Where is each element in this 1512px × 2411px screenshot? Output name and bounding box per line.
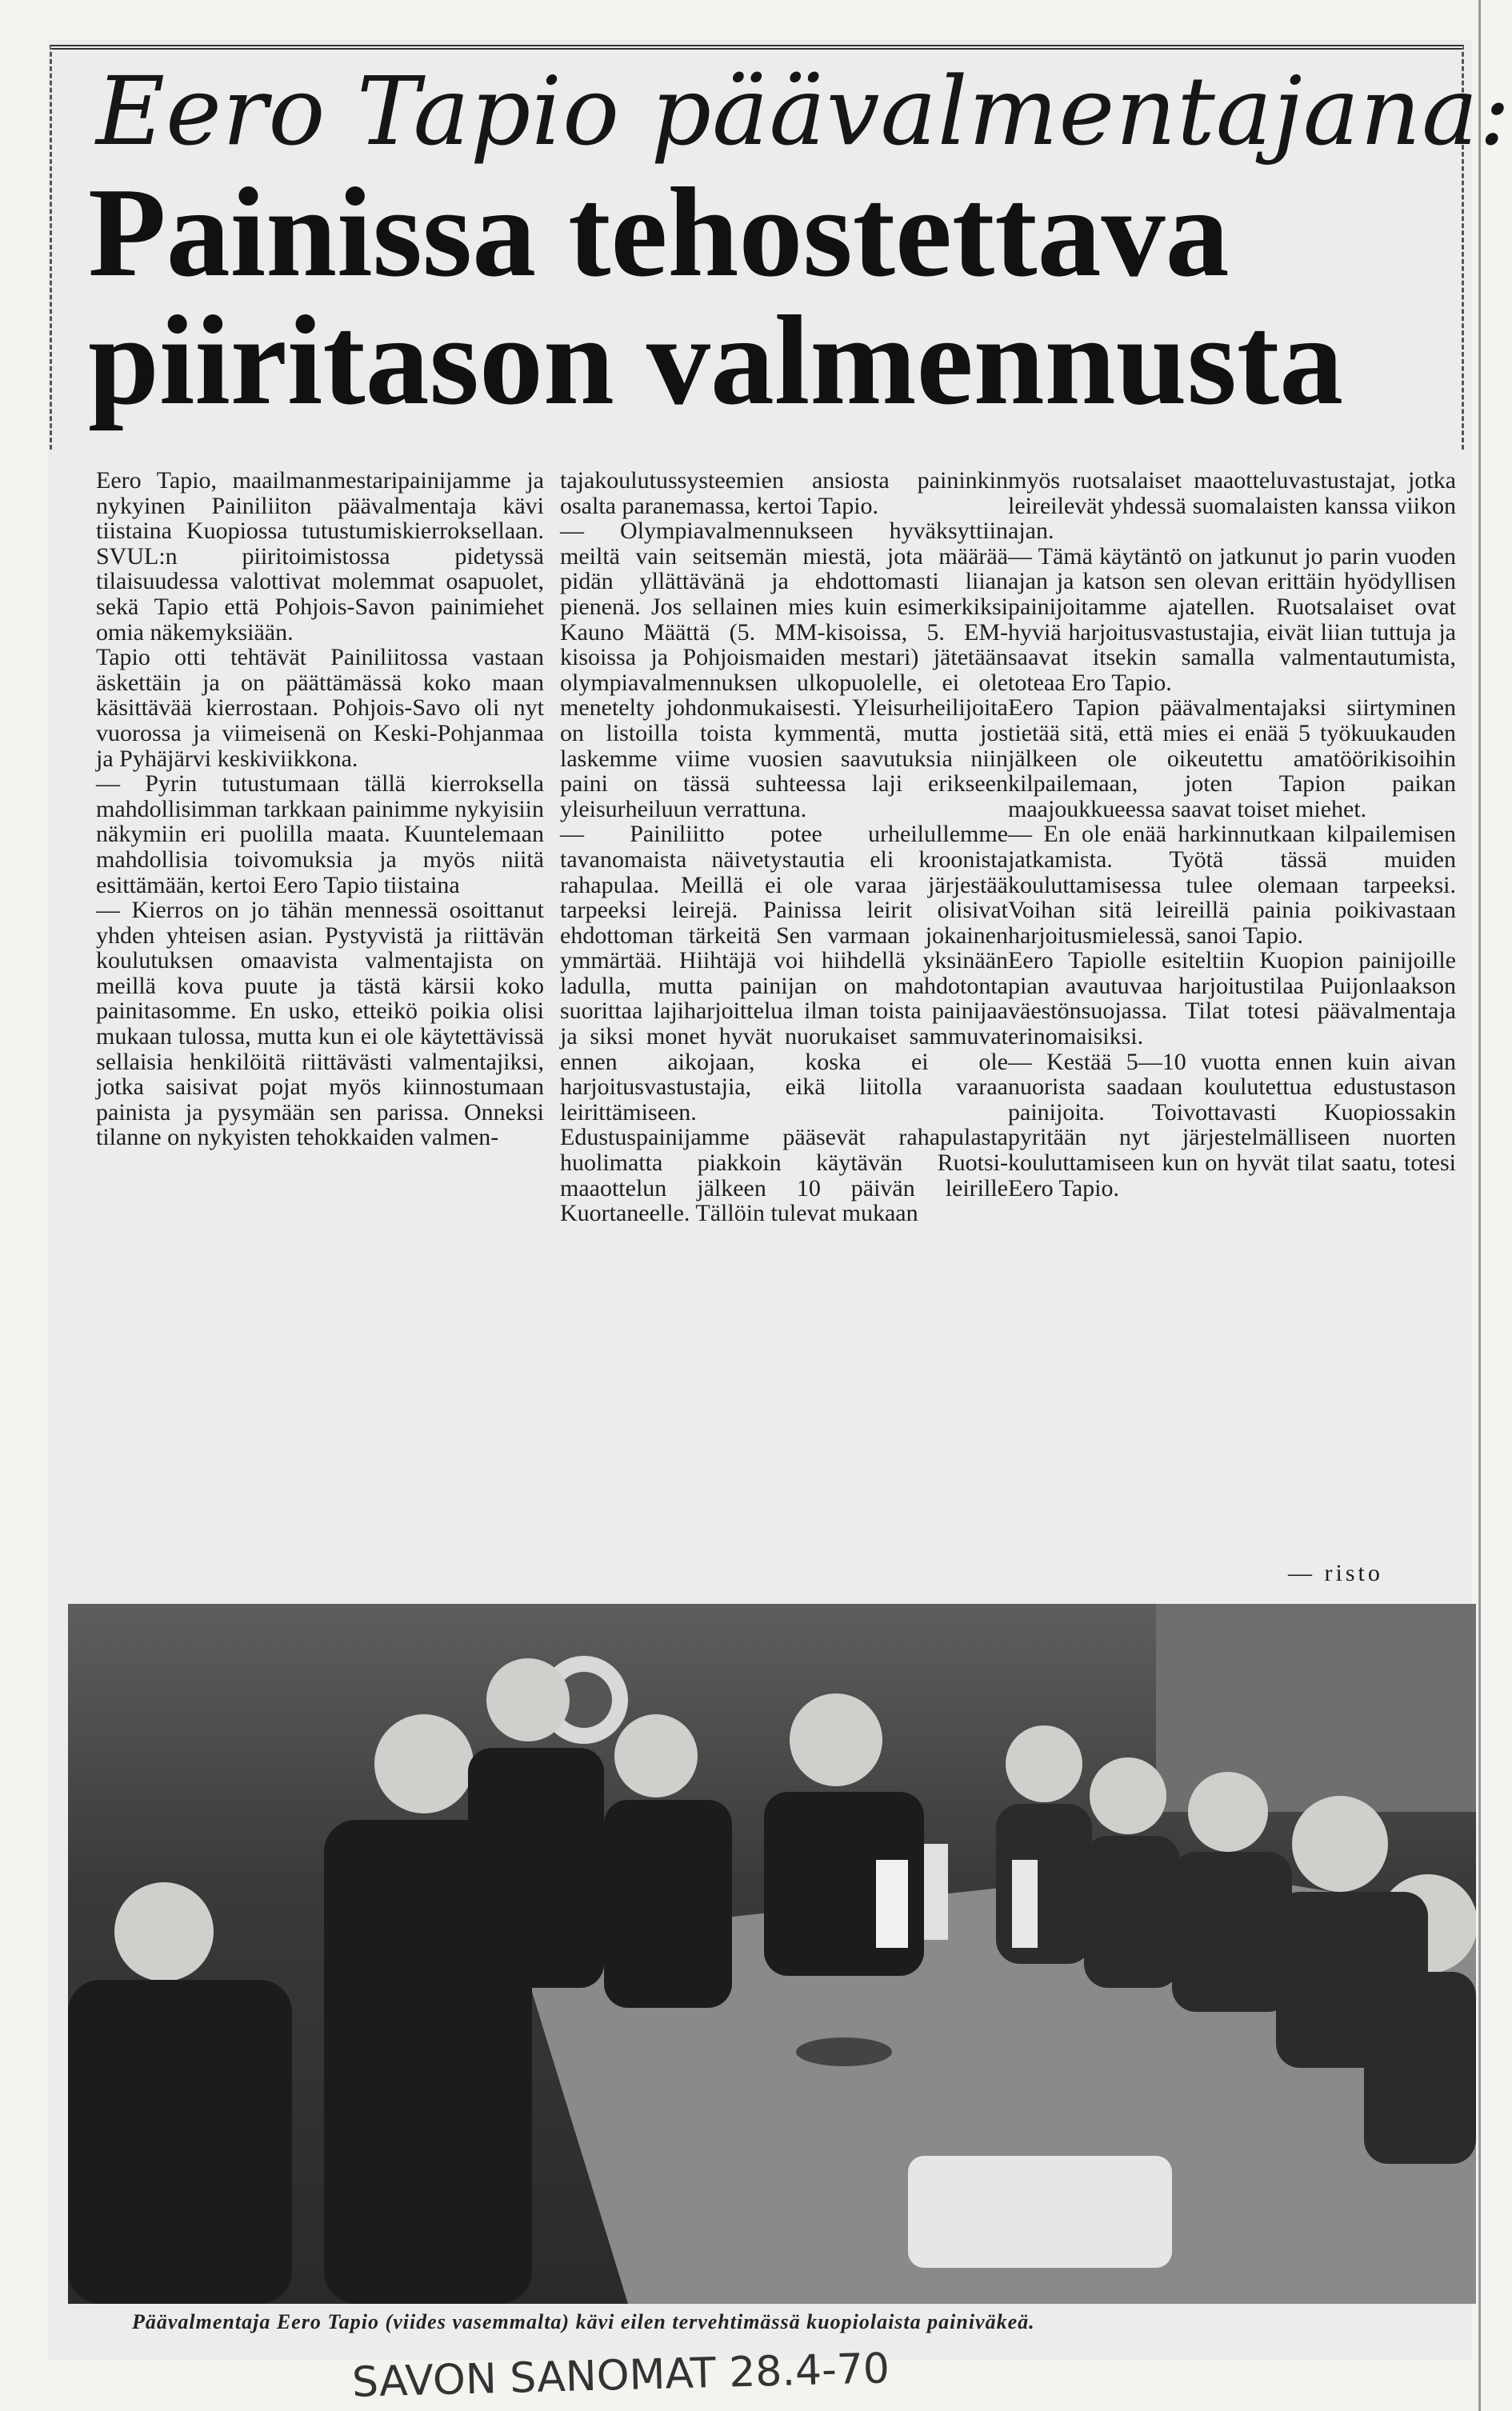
- article-column-3: myös ruotsalaiset maaotteluvastustajat, jotka leireilevät yhdessä suomalaisten kanssa viikon ajan. — Tämä käytäntö on jatkunut jo parin vuoden ajan ja katson sen olevan erittäin hyödyllisen painijoitamme ajatellen. Ruotsalaiset ovat hyviä harjoitusvastustajia, eivät liian tuttuja ja saavat itsekin samalla valmentautumista, toteaa Ero Tapio. Eero Tapion päävalmentajaksi siirtyminen tietää sitä, että mies ei enää 5 työkuukauden jälkeen ole oikeutettu amatöörikisoihin kilpailemaan, joten Tapion paikan maajoukkueessa saavat toiset miehet. — En ole enää harkinnutkaan kilpailemisen jatkamista. Työtä tässä muiden kouluttamisessa tulee olemaan tarpeeksi. Voihan sitä leireillä painia poikivastaan harjoitusmielessä, sanoi Tapio. Eero Tapiolle esiteltiin Kuopion painijoille pian avautuvaa harjoitustilaa Puijonlaakson väestönsuojassa. Tilat totesi päävalmentaja erinomaisiksi. — Kestää 5—10 vuotta ennen kuin aivan nuorista saadaan koulutettua edustustason painijoita. Toivottavasti Kuopiossakin pyritään nyt järjestelmälliseen nuorten kouluttamiseen kun on hyvät tilat saatu, totesi Eero Tapio.: [1008, 467, 1456, 1202]
- author-signature: — risto: [1288, 1560, 1383, 1586]
- main-headline: Painissa tehostettava piiritason valmennusta: [88, 161, 1344, 431]
- group-photo: [68, 1604, 1476, 2304]
- kicker-headline: Eero Tapio päävalmentajana:: [96, 56, 1512, 166]
- article-column-1: Eero Tapio, maailmanmestaripainijamme ja nykyinen Painiliiton päävalmentaja kävi tiistaina Kuopiossa tutustumiskierroksellaan. SVUL:n piiritoimistossa pidetyssä tilaisuudessa valottivat molemmat osapuolet, sekä Tapio että Pohjois-Savon painimiehet omia näkemyksiään. Tapio otti tehtävät Painiliitossa vastaan äskettäin ja on päättämässä koko maan käsittävää kierrostaan. Pohjois-Savo oli nyt vuorossa ja viimeisenä on Keski-Pohjanmaa ja Pyhäjärvi keskiviikkona. — Pyrin tutustumaan tällä kierroksella mahdollisimman tarkkaan painimme nykyisiin näkymiin eri puolilla maata. Kuuntelemaan mahdollisia toivomuksia ja myös niitä esittämään, kertoi Eero Tapio tiistaina — Kierros on jo tähän mennessä osoittanut yhden yhteisen asian. Pystyvistä ja riittävän koulutuksen omaavista valmentajista on meillä kova puute ja tästä kärsii koko painitasomme. En usko, etteikö poikia olisi mukaan tulossa, mutta kun ei ole käytettävissä sellaisia henkilöitä riittävästi valmentajiksi, jotka saisivat pojat myös kiinnostumaan painista ja pysymään sen parissa. Onneksi tilanne on nykyisten tehokkaiden valmen-: [96, 467, 544, 1151]
- photo-caption: Päävalmentaja Eero Tapio (viides vasemmalta) kävi eilen tervehtimässä kuopiolaista painiväkeä.: [132, 2310, 1035, 2333]
- article-column-2: tajakoulutussysteemien ansiosta paininkin osalta paranemassa, kertoi Tapio. — Olympiavalmennukseen hyväksyttiin meiltä vain seitsemän miestä, jota määrää pidän yllättävänä ja ehdottomasti liian pienenä. Jos sellainen mies kuin esimerkiksi Kauno Määttä (5. MM-kisoissa, 5. EM-kisoissa ja Pohjoismaiden mestari) jätetään olympiavalmennuksen ulkopuolelle, ei ole menetelty johdonmukaisesti. Yleisurheilijoita on listoilla toista kymmentä, mutta jos laskemme viime vuosien saavutuksia niin paini on tässä suhteessa laji erikseen yleisurheiluun verrattuna. — Painiliitto potee urheilullemme tavanomaista näivetystautia eli kroonista rahapulaa. Meillä ei ole varaa järjestää tarpeeksi leirejä. Painissa leirit olisivat ehdottoman tärkeitä Sen varmaan jokainen ymmärtää. Hiihtäjä voi hiihdellä yksinään ladulla, mutta painijan on mahdotonta suorittaa lajiharjoittelua ilman toista painijaa ja siksi monet hyvät nuorukaiset sammuvat ennen aikojaan, koska ei ole harjoitusvastustajia, eikä liitolla varaa leirittämiseen. Edustuspainijamme pääsevät rahapulasta huolimatta piakkoin käytävän Ruotsi-maaottelun jälkeen 10 päivän leirille Kuortaneelle. Tällöin tulevat mukaan: [560, 467, 1008, 1227]
- handwritten-source-note: SAVON SANOMAT 28.4-70: [351, 2345, 890, 2407]
- adjacent-clipping-edge: [1478, 0, 1481, 2411]
